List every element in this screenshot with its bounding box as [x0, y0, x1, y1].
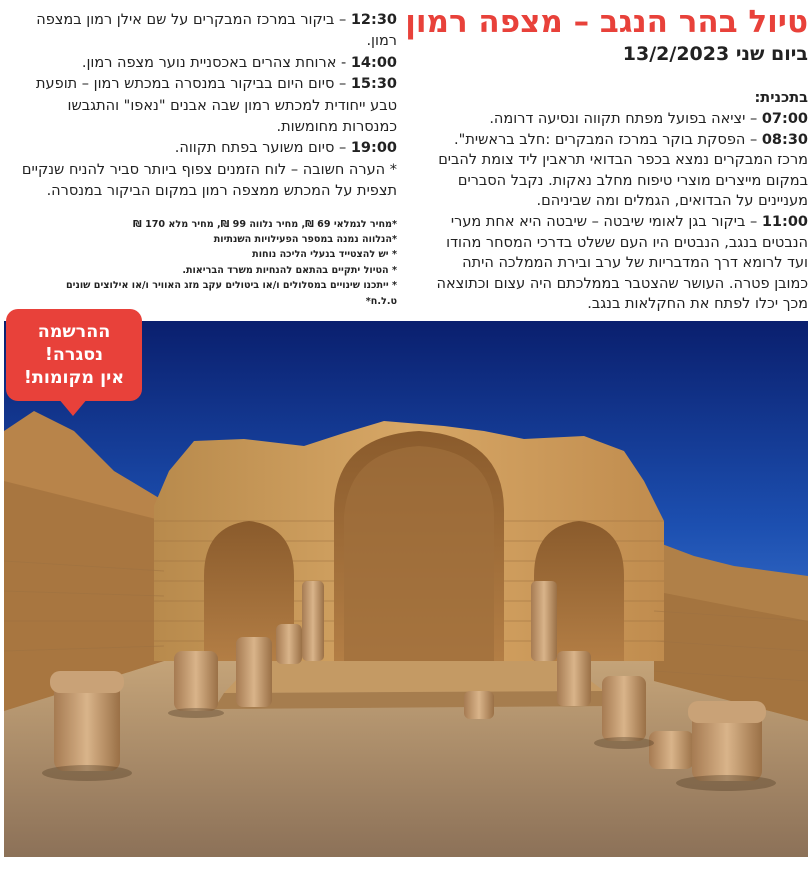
plan-item [14, 138, 397, 159]
itinerary-continued-column [14, 10, 397, 309]
badge-pointer [58, 398, 88, 416]
note-changes: * ייתכנו שינויים במסלולים ו/או ביטולים עקב מזג האוויר ו/או אילוצים שונים [66, 280, 397, 292]
itinerary-column [405, 4, 808, 315]
plan-item [14, 53, 397, 74]
plan-item-text: – סיום משוער בפתח תקווה. [174, 140, 351, 157]
note-health: * הטיול יתקיים בהתאם להנחיות משרד הבריאות. [182, 264, 397, 276]
plan-item [433, 212, 808, 315]
plan-label: בתכנית: [754, 90, 808, 106]
note-shoes: * יש להצטייד בנעלי הליכה נוחות [252, 249, 397, 261]
plan-item-time: 08:30 [761, 131, 808, 148]
note-tlch: ט.ל.ח* [365, 295, 397, 307]
plan-item-text: - ארוחת צהרים באכסניית נוער מצפה רמון. [81, 54, 351, 71]
ruins-illustration [4, 321, 808, 857]
plan-item-time: 14:00 [350, 54, 397, 71]
plan-item-time: 07:00 [761, 111, 808, 127]
plan-item-time: 11:00 [761, 213, 808, 230]
plan-item-text: – ביקור בגן לאומי שיבטה – שיבטה היא אחת מערי הנבטים בנגב, הנבטים היו העם ששלט בדרכי המסחר מהודו ועד לרומא דרך המדבריות של ערב ובירת הממלכה היתה כמובן פטרה. העושר שהצטבר בממלכתם היה עצום וכתוצאה מכך יכלו לפתח את החקלאות בנגב. [436, 213, 808, 313]
notes-list [14, 217, 397, 309]
badge-line: נסגרה! [44, 345, 104, 365]
plan-item-time: 12:30 [350, 12, 397, 28]
plan-item-text: – יציאה בפועל מפתח תקווה ונסיעה דרומה. [489, 111, 762, 127]
registration-closed-badge [6, 309, 142, 401]
note-price: *מחיר לגמלאי 69 ₪, מחיר נלווה 99 ₪, מחיר מלא 170 ₪ [133, 218, 397, 230]
plan-item [14, 10, 397, 53]
shivta-ruins-photo [4, 321, 808, 857]
trip-date: ביום שני 13/2/2023 [622, 43, 808, 65]
plan-item-time: 15:30 [350, 76, 397, 93]
plan-item [433, 130, 808, 212]
badge-line: ההרשמה [37, 322, 111, 342]
plan-item [14, 74, 397, 138]
badge-line: אין מקומות! [23, 368, 125, 388]
plan-item [433, 109, 808, 130]
schedule-remark: * הערה חשובה – לוח הזמנים צפוף ביותר סביר להניח שנקיים תצפית על המכתש ממצפה רמון במקום הביקור במנסרה. [21, 161, 397, 200]
plan-item-time: 19:00 [350, 140, 397, 157]
page-title: טיול בהר הנגב – מצפה רמון [405, 4, 808, 40]
plan-item-text: – סיום היום בביקור במנסרה במכתש רמון – תופעת טבע ייחודית למכתש רמון שבה אבנים "נאפו" והתגבשו כמנסרות מחומשות. [36, 76, 397, 136]
plan-item-text: – ביקור במרכז המבקרים על שם אילן רמון במצפה רמון. [36, 12, 397, 50]
plan-item-text: – הפסקת בוקר במרכז המבקרים :חלב בראשית". מרכז המבקרים נמצא בכפר הבדואי תראבין ליד צומת להבים במקום מייצרים מוצרי טיפוח מחלב נאקות. נקבל הסברים מעניינים על הבדואים, הגמלים ומה שביניהם. [438, 131, 808, 210]
note-companion: *הנלווה נמנה במספר הפעילויות השנתיות [213, 234, 397, 246]
